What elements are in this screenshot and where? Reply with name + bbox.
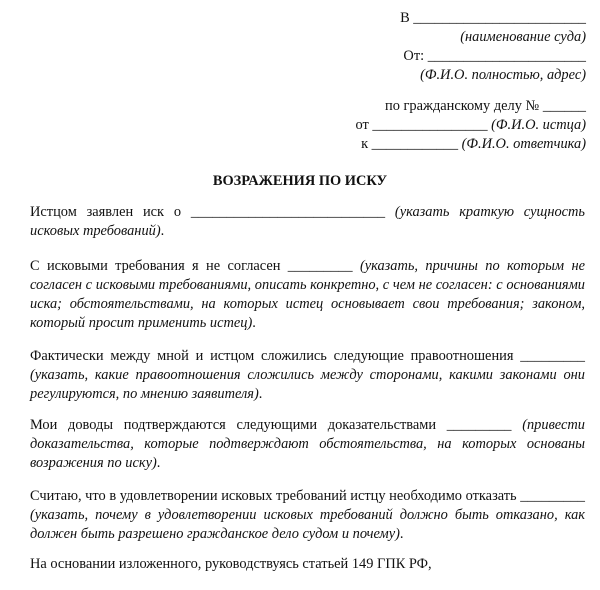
paragraph-text: Фактически между мной и истцом сложились следующие правоотношения _________ xyxy=(30,348,585,364)
paragraph-disagreement: С исковыми требования я не согласен _________ (указать, причины по которым не согласен с исковыми требованиями, описать конкретно, с чем не согласен: с основаниями иска; обстоятельствами, на которых истец основывает свои требования; законом, который просит применить истец). xyxy=(30,258,585,331)
paragraph-text: Истцом заявлен иск о ___________________________ xyxy=(30,204,395,220)
paragraph-conclusion: Считаю, что в удовлетворении исковых требований истцу необходимо отказать _________ (указать, почему в удовлетворении исковых требований должно быть отказано, как должен быть разрешено гражданское дело судом и почему). xyxy=(30,488,585,542)
paragraph-hint: (указать краткую сущность исковых требований) xyxy=(30,204,585,239)
case-number-line: по гражданскому делу № ______ xyxy=(385,98,586,114)
paragraph-text: Мои доводы подтверждаются следующими доказательствами _________ xyxy=(30,417,523,433)
paragraph-hint: (указать, какие правоотношения сложились между сторонами, какими законами они регулируются, по мнению заявителя) xyxy=(30,367,585,402)
paragraph-claim: Истцом заявлен иск о ___________________________ (указать краткую сущность исковых требований). xyxy=(30,204,585,239)
plaintiff-line: от ________________ (Ф.И.О. истца) xyxy=(355,117,586,133)
paragraph-text: На основании изложенного, руководствуясь статьей 149 ГПК РФ, xyxy=(30,556,432,572)
paragraph-text: С исковыми требования я не согласен _________ xyxy=(30,258,360,274)
court-line: В ________________________ xyxy=(400,10,586,26)
court-hint: (наименование суда) xyxy=(460,29,586,45)
from-line: От: ______________________ xyxy=(403,48,586,64)
document-title: ВОЗРАЖЕНИЯ ПО ИСКУ xyxy=(212,173,388,189)
paragraph-basis xyxy=(30,555,585,574)
paragraph-hint: (указать, причины по которым не согласен с исковыми требованиями, описать конкретно, с чем не согласен: с основаниями иска; обстоятельствами, на которых истец основывает свои требования; законом, который просит применить истец) xyxy=(30,258,585,331)
from-hint: (Ф.И.О. полностью, адрес) xyxy=(420,67,586,83)
paragraph-text: Считаю, что в удовлетворении исковых требований истцу необходимо отказать _________ xyxy=(30,488,585,504)
paragraph-hint: (указать, почему в удовлетворении исковых требований должно быть отказано, как должен быть разрешено гражданское дело судом и почему) xyxy=(30,507,585,542)
paragraph-evidence: Мои доводы подтверждаются следующими доказательствами _________ (привести доказательства, которые подтверждают обстоятельства, на которых основаны возражения по иску). xyxy=(30,417,585,471)
defendant-line: к ____________ (Ф.И.О. ответчика) xyxy=(361,136,586,152)
paragraph-relations: Фактически между мной и истцом сложились следующие правоотношения _________ (указать, какие правоотношения сложились между сторонами, какими законами они регулируются, по мнению заявителя). xyxy=(30,348,585,402)
paragraph-hint: (привести доказательства, которые подтверждают обстоятельства, на которых основаны возражения по иску) xyxy=(30,417,585,471)
